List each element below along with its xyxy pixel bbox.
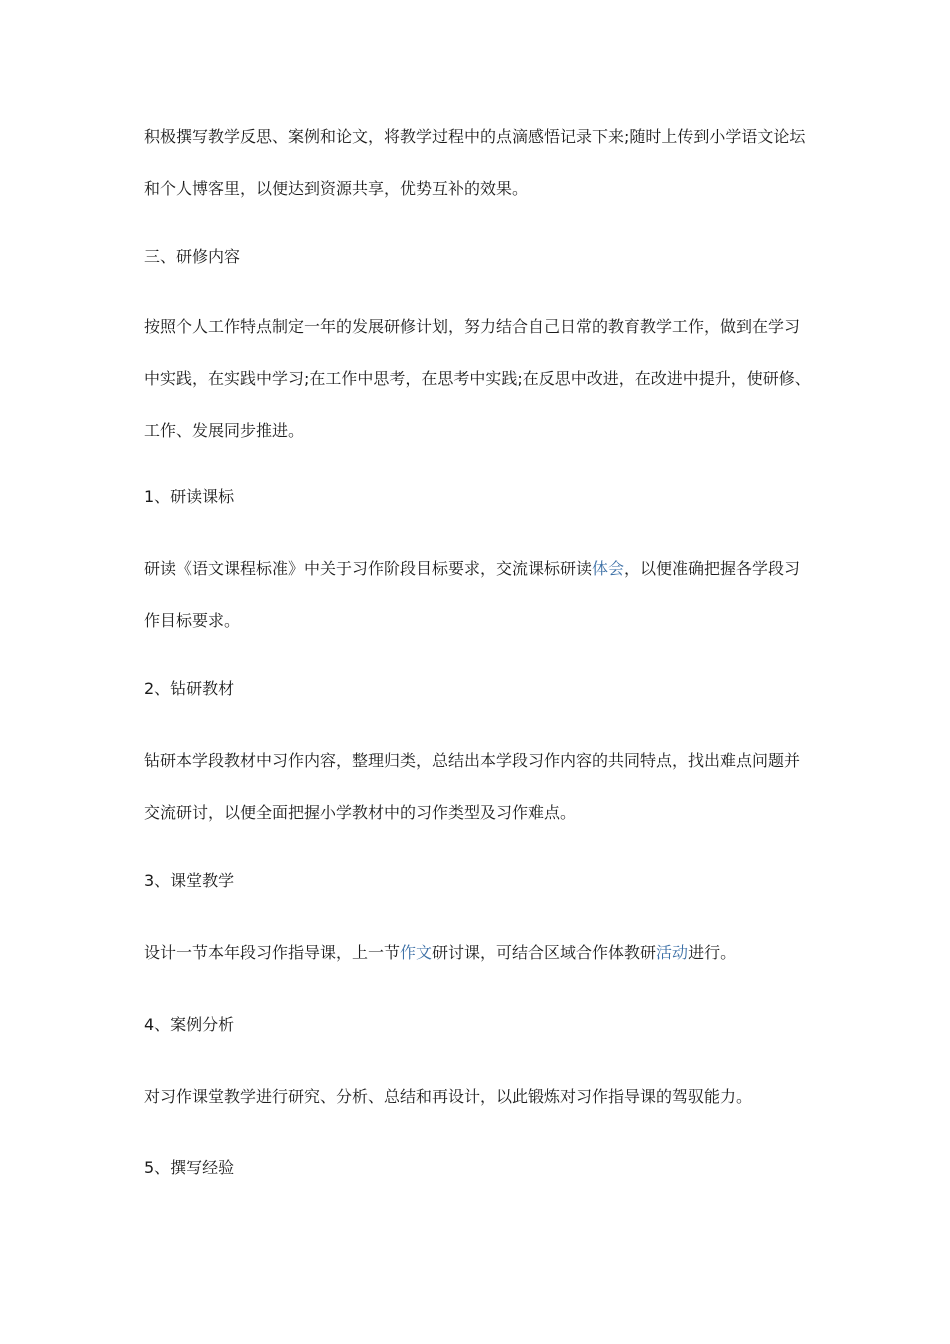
item-heading-study-standards: 1、研读课标 — [144, 487, 235, 506]
item-heading-case-analysis: 4、案例分析 — [144, 1015, 235, 1034]
classroom-teaching-paragraph — [144, 927, 814, 979]
section-heading-research-content: 三、研修内容 — [144, 247, 241, 266]
link-zuowen[interactable]: 作文 — [400, 943, 433, 962]
classroom-text-1: 设计一节本年段习作指导课，上一节 — [144, 943, 401, 962]
study-standards-text-before: 研读《语文课程标准》中关于习作阶段目标要求，交流课标研读 — [144, 559, 593, 578]
item-heading-study-textbooks: 2、钻研教材 — [144, 679, 235, 698]
link-huodong[interactable]: 活动 — [656, 943, 689, 962]
item-heading-classroom-teaching: 3、课堂教学 — [144, 871, 235, 890]
study-textbooks-paragraph: 钻研本学段教材中习作内容，整理归类，总结出本学段习作内容的共同特点，找出难点问题并交流研讨，以便全面把握小学教材中的习作类型及习作难点。 — [144, 751, 801, 822]
study-standards-paragraph — [144, 543, 814, 647]
intro-paragraph: 积极撰写教学反思、案例和论文，将教学过程中的点滴感悟记录下来;随时上传到小学语文论坛和个人博客里，以便达到资源共享，优势互补的效果。 — [144, 127, 806, 198]
classroom-text-2: 研讨课，可结合区域合作体教研 — [432, 943, 657, 962]
link-tihui[interactable]: 体会 — [592, 559, 625, 578]
classroom-text-3: 进行。 — [688, 943, 737, 962]
study-standards-text-after: ，以便准确把握各学段习作目标要求。 — [144, 559, 801, 630]
case-analysis-paragraph: 对习作课堂教学进行研究、分析、总结和再设计，以此锻炼对习作指导课的驾驭能力。 — [144, 1087, 753, 1106]
research-content-paragraph: 按照个人工作特点制定一年的发展研修计划，努力结合自己日常的教育教学工作，做到在学习中实践，在实践中学习;在工作中思考，在思考中实践;在反思中改进，在改进中提升，使研修、工作、发展同步推进。 — [144, 317, 811, 440]
item-heading-write-experience: 5、撰写经验 — [144, 1158, 235, 1177]
